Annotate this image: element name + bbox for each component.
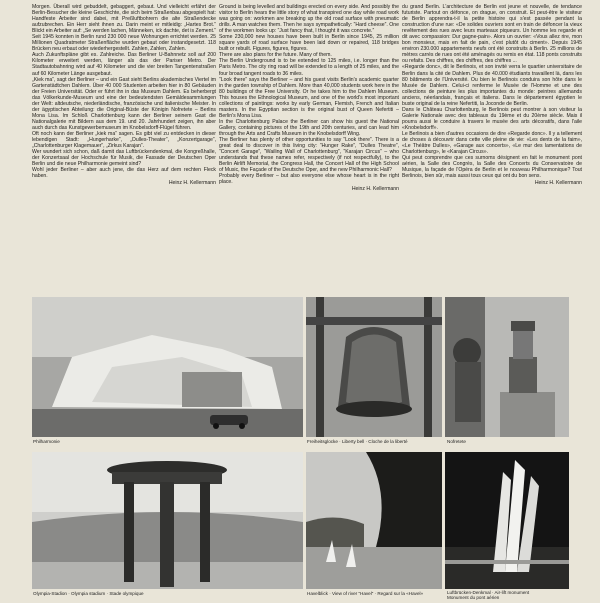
paragraph: Wer wundert sich schon, daß damit das Luftbrückendenkmal, die Kongreßhalle, der Konzertsaal der Hochschule für Musik, die Fassade der Deutschen Oper Berlin und die neue Philharmonie gemeint sind? (32, 149, 216, 168)
paragraph: Probably every Berliner – but also everyone else whose heart is in the right place. (219, 173, 399, 186)
nefertiti-photo (445, 297, 569, 437)
paragraph: Wohl jeder Berliner – aber auch jene, die das Herz auf dem rechten Fleck haben. (32, 167, 216, 180)
french-text-column (402, 4, 582, 186)
airlift-memorial-photo (445, 452, 569, 589)
paragraph: Qui peut comprendre que ces surnoms désignent en fait le monument pont aérien, la Salle des Congrès, la Salle des Concerts du Conservatoire de Musique, la façade de l'Opéra de Berlin et le nouveau Philharmonique? Tout Berlinois, bien sûr, mais aussi tous ceux qui ont du bon sens. (402, 155, 582, 180)
photo-caption: Nofretete (447, 439, 466, 444)
photo-caption: Monument du pont aérien (447, 595, 500, 600)
paragraph: The Berlin Underground is to be extended to 125 miles, i.e. longer than the Paris Metro. The city ring road will be extended to a length of 25 miles, and the four broad tangent roads to 36 miles. (219, 58, 399, 77)
english-text-column (219, 4, 399, 192)
photo-caption: Philharmonie (33, 439, 60, 444)
paragraph: Ground is being levelled and buildings erected on every side. And possibly the visitor to Berlin hears the little story of what transpired one day while road work was going on: workmen are breaking up the old road surface with pneumatic drills. A man watches them. Then he says sympathetically: “Hard cheese”. One of the workmen looks up: “Just fancy that, I thought it was concrete.” (219, 4, 399, 35)
author-signature: Heinz H. Kellermann (534, 179, 582, 186)
author-signature: Heinz H. Kellermann (168, 179, 216, 186)
philharmonie-photo (32, 297, 303, 437)
paragraph: There are also plans for the future. Many of them. (219, 52, 332, 59)
paragraph: In the Charlottenburg Palace the Berliner can show his guest the National Gallery, containing pictures of the 19th and 20th centuries, and can lead him through the Arts and Crafts Museum in the Knobelsdorff Wing. (219, 118, 399, 137)
paragraph: Auch Zukunftspläne gibt es. Zahlreiche. Das Berliner U-Bahnnetz soll auf 200 Kilometer erweitert werden, länger als das der Pariser Metro. Der Stadtautobahnring wird auf 40 Kilometer und die vier breiten Tangentenstraßen auf 60 Kilometer Länge ausgebaut. (32, 52, 216, 77)
photo-caption: Olympia-Stadion · Olympia stadium · Stade olympique (33, 591, 144, 596)
paragraph: The Berliner has plenty of other opportunities to say “Look there”. There is a great deal to discover in this living city: “Hunger Rake”, “Dulles Theatre”, “Concert Garage”, “Wailing Wall of Charlottenburg”, “Karajan Circus” – who understands that these names refer, respectively (if not respectfully), to the Berlin Airlift Memorial, the Congress Hall, the Concert Hall of the High School of Music, the Façade of the Deutsche Oper, and the new Philharmonic Hall? (219, 137, 399, 174)
paragraph: “Look there” says the Berliner – and his guest visits Berlin's academic quarter in the garden township of Dahlem. More than 40,000 students work here in the 80 buildings of the Free University. Or he takes him to the Dahlem Museum. This houses the Ethnological Museum, and one of the world's most important collections of paintings: works by early German, Flemish, French and Italian masters. In the Egyptian section is the original bust of Queen Nefertiti – Berlin's Mona Lisa. (219, 76, 399, 119)
paragraph: Oft noch kann der Berliner „kiek ma“ sagen. Es gibt viel zu entdecken in dieser lebendigen Stadt: „Hungerharke“, „Dulles-Theater“, „Konzertgarage“, „Charlottenburger Klagemauer“, „Zirkus Karajan“. (32, 130, 216, 150)
liberty-bell-photo (306, 297, 442, 437)
paragraph: du grand Berlin. L'architecture de Berlin est jeune et nouvelle, de tendance futuriste. Partout on défonce, on drague, on construit. Et peut-être le visiteur de Berlin apprendra-t-il la petite histoire qui s'est passée pendant la construction d'une rue: «De solides ouvriers sont en train de défoncer la vieux revêtement des rues avec leurs marteaux piqueurs. Un homme les regarde et dit avec compassion: Dur gagne-pain». Alors un ouvrier: «Vous allez rire, mon bon monsieur, mais en fait de pain, c'est plutôt du ciment». Depuis 1945 environ 230.000 appartements neufs ont été construits à Berlin. 25 millions de mètres carrés de rues ont été aménagés ou remis en état. 118 ponts construits ou refaits. Des chiffres, des chiffres, des chiffres ... (402, 4, 582, 65)
paragraph: Some 230,000 new houses have been built in Berlin since 1945, 25 million square yards of road surface have been laid down or repaired, 118 bridges built or rebuilt. Figures, figures, figures. (219, 34, 399, 53)
german-text-column (32, 4, 216, 186)
author-signature: Heinz H. Kellermann (351, 185, 399, 192)
paragraph: „Kiek ma“, sagt der Berliner – und ein Gast sieht Berlins akademisches Viertel im Gartenstädtchen Dahlem. Über 40 000 Studenten arbeiten hier in 80 Gebäuden der Freien Universität. Oder er führt ihn in das Museum Dahlem. Es beherbergt das Völkerkunde-Museum und eine der bedeutendsten Gemäldesammlungen der Welt: altdeutsche, niederländische, französische und italienische Meister. In der ägyptischen Abteilung: die Original-Büste der Königin Nofretete – Berlins Mona Lisa. Im Schloß Charlottenburg kann der Berliner seinem Gast die Nationalgalerie mit Bildern aus dem 19. und 20. Jahrhundert zeigen, ihn aber auch durch das Kunstgewerbemuseum im Knobelsdorff-Flügel führen. (32, 76, 216, 131)
photo-caption: Havelblick · View of river “Havel” · Regard sur la «Havel» (307, 591, 424, 596)
paragraph: Morgen. Überall wird gebuddelt, gebaggert, gebaut. Und vielleicht erfährt der Berlin-Besucher die kleine Geschichte, die sich beim Straßenbau abgespielt hat: Handfeste Arbeiter sind dabei, mit Preßluftbohrern die alte Straßendecke aufzubrechen. Ein Herr sieht ihnen zu. Darin meint er mitleidig: „Hartes Brot.“ Blickt ein Arbeiter auf: „Se werden lachen, Männeken, ick dachte, det is Zement.“ Seit 1945 konnten in Berlin rund 230 000 neue Wohnungen errichtet werden. 25 Millionen Quadratmeter Straßenfläche wurden gebaut oder instandgesetzt. 118 Brücken neu erbaut oder wiederhergestellt. Zahlen, Zahlen, Zahlen. (32, 4, 217, 53)
photo-caption: Luftbrücken-Denkmal · Air-lift monument (447, 590, 530, 595)
paragraph: Dans le Château Charlottenburg, le Berlinois peut montrer à son visiteur la Galerie Nationale avec des tableaux du 19ème et du 20ème siècle. Mais il pourra aussi le conduire à travers le musée des arts décoratifs, dans l'aile «Knobelsdorff». (402, 106, 582, 131)
photo-caption: Freiheitsglocke · Liberty bell · Cloche de la liberté (307, 439, 408, 444)
paragraph: «Regarde donc», dit le Berlinois, et son invité verra le quartier universitaire de Berlin dans la cité de Dahlem. Plus de 40.000 étudiants travaillent là, dans les 80 bâtiments de l'Université. Ou bien le Berlinois conduira son hôte dans le Musée de Dahlem. Celui-ci renferme le Musée de l'Homme et une des collections de peinture les plus importantes du monde: peintres allemands anciens, néerlandais, français et italiens. Dans le département égyptien le buste original de la reine Nefertiti, la Joconde de Berlin. (402, 64, 582, 107)
olympia-stadium-photo (32, 452, 303, 589)
havel-river-photo (306, 452, 442, 589)
paragraph: Le Berlinois a bien d'autres occasions de dire «Regarde donc». Il y a tellement de choses à découvrir dans cette ville pleine de vie: «Les dents de la faim», «Le Théâtre Dulles», «Garage aux concerts», «Le mur des lamentations de Charlottenburg», le «Karajan Circus». (402, 130, 582, 156)
